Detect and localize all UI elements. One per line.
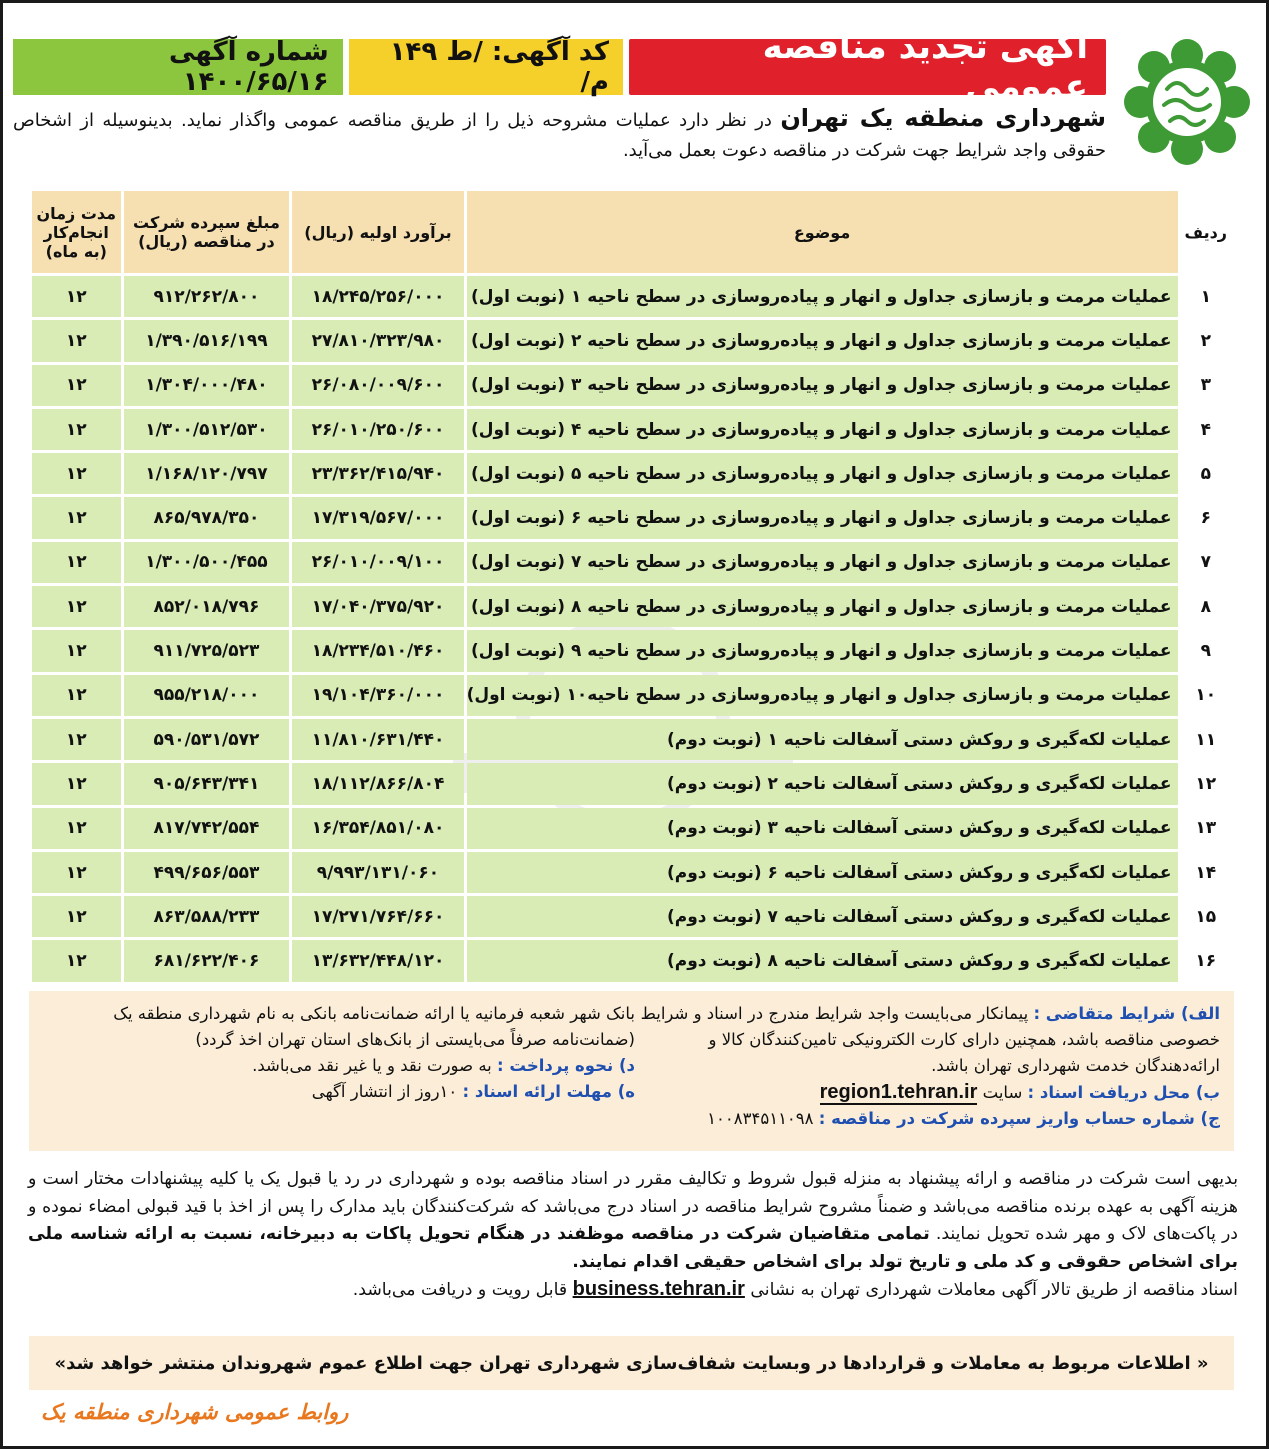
- body-paragraph: [28, 1166, 1238, 1305]
- row-subject: عملیات مرمت و بازسازی جداول و انهار و پیاده‌روسازی در سطح ناحیه ۹ (نوبت اول): [467, 630, 1178, 671]
- row-subject: عملیات لکه‌گیری و روکش دستی آسفالت ناحیه ۳ (نوبت دوم): [467, 808, 1178, 849]
- row-duration: ۱۲: [32, 719, 121, 760]
- row-subject: عملیات لکه‌گیری و روکش دستی آسفالت ناحیه ۱ (نوبت دوم): [467, 719, 1178, 760]
- table-row: [32, 896, 1231, 937]
- row-index: ۳: [1200, 375, 1211, 396]
- conditions-right: [640, 1001, 1220, 1132]
- signature: روابط عمومی شهرداری منطقه یک: [41, 1400, 349, 1424]
- row-deposit: ۸۵۲/۰۱۸/۷۹۶: [124, 586, 290, 627]
- transparency-notice: « اطلاعات مربوط به معاملات و قراردادها در وبسایت شفاف‌سازی شهرداری تهران جهت اطلاع عموم شهروندان منتشر خواهد شد»: [29, 1336, 1234, 1390]
- row-duration: ۱۲: [32, 320, 121, 361]
- body-documents-text: اسناد مناقصه از طریق تالار آگهی معاملات شهرداری تهران به نشانی: [750, 1280, 1238, 1300]
- row-duration: ۱۲: [32, 453, 121, 494]
- row-index: ۲: [1200, 330, 1211, 351]
- row-deposit: ۹۱۱/۷۲۵/۵۲۳: [124, 630, 290, 671]
- row-deposit: ۹۱۲/۲۶۲/۸۰۰: [124, 276, 290, 317]
- row-deposit: ۵۹۰/۵۳۱/۵۷۲: [124, 719, 290, 760]
- condition-c-label: ج) شماره حساب واریز سپرده شرکت در مناقصه :: [818, 1109, 1220, 1128]
- ad-title: آگهی تجدید مناقصه عمومی: [629, 39, 1106, 95]
- condition-d-label: د) نحوه پرداخت :: [497, 1056, 635, 1075]
- row-duration: ۱۲: [32, 542, 121, 583]
- row-subject: عملیات مرمت و بازسازی جداول و انهار و پیاده‌روسازی در سطح ناحیه ۷ (نوبت اول): [467, 542, 1178, 583]
- row-index: ۹: [1200, 641, 1211, 662]
- body-documents-tail: قابل رویت و دریافت می‌باشد.: [352, 1280, 568, 1300]
- row-estimate: ۱۷/۰۴۰/۳۷۵/۹۲۰: [292, 586, 463, 627]
- row-subject: عملیات مرمت و بازسازی جداول و انهار و پیاده‌روسازی در سطح ناحیه ۱ (نوبت اول): [467, 276, 1178, 317]
- tender-table: [29, 188, 1234, 985]
- table-row: [32, 365, 1231, 406]
- ad-number: شماره آگهی ۱۴۰۰/۶۵/۱۶: [13, 39, 343, 95]
- row-estimate: ۲۳/۳۶۲/۴۱۵/۹۴۰: [292, 453, 463, 494]
- body-bold-text: تمامی متقاضیان شرکت در مناقصه موظفند در هنگام تحویل پاکات به دبیرخانه، نسبت به ارائه شناسه ملی برای اشخاص حقوقی و کد ملی و تاریخ تولد برای اشخاص حقیقی اقدام نمایند.: [28, 1224, 1238, 1272]
- table-row: [32, 763, 1231, 804]
- table-row: [32, 630, 1231, 671]
- condition-a-label: الف) شرایط متقاضی :: [1033, 1004, 1220, 1023]
- col-deposit: مبلغ سپرده شرکت در مناقصه (ریال): [124, 191, 290, 273]
- org-name: شهرداری منطقه یک تهران: [780, 104, 1106, 132]
- row-deposit: ۸۱۷/۷۴۲/۵۵۴: [124, 808, 290, 849]
- table-row: [32, 852, 1231, 893]
- condition-d: [45, 1053, 635, 1079]
- row-estimate: ۱۱/۸۱۰/۶۳۱/۴۴۰: [292, 719, 463, 760]
- row-subject: عملیات مرمت و بازسازی جداول و انهار و پیاده‌روسازی در سطح ناحیه ۶ (نوبت اول): [467, 497, 1178, 538]
- row-deposit: ۱/۳۰۴/۰۰۰/۴۸۰: [124, 365, 290, 406]
- business-site-link[interactable]: business.tehran.ir: [572, 1278, 745, 1300]
- condition-b-label: ب) محل دریافت اسناد :: [1027, 1083, 1220, 1102]
- row-duration: ۱۲: [32, 630, 121, 671]
- table-row: [32, 497, 1231, 538]
- title-banner: [13, 27, 1106, 107]
- tehran-municipality-logo-icon: [1122, 37, 1252, 167]
- row-deposit: ۸۶۵/۹۷۸/۳۵۰: [124, 497, 290, 538]
- row-estimate: ۱۹/۱۰۴/۳۶۰/۰۰۰: [292, 675, 463, 716]
- table-row: [32, 409, 1231, 450]
- row-subject: عملیات لکه‌گیری و روکش دستی آسفالت ناحیه ۷ (نوبت دوم): [467, 896, 1178, 937]
- condition-a-text: پیمانکار می‌بایست واجد شرایط مندرج در اسناد و شرایط خصوصی مناقصه باشد، همچنین دارای کارت الکترونیکی تامین‌کنندگان کالا و ارائه‌دهندگان خدمت شهرداری تهران باشد.: [640, 1004, 1220, 1075]
- conditions-left: [45, 1001, 635, 1105]
- row-subject: عملیات مرمت و بازسازی جداول و انهار و پیاده‌روسازی در سطح ناحیه ۳ (نوبت اول): [467, 365, 1178, 406]
- row-duration: ۱۲: [32, 675, 121, 716]
- body-text: بدیهی است شرکت در مناقصه و ارائه پیشنهاد به منزله قبول شروط و تکالیف مقرر در اسناد مناقصه بوده و شهرداری در رد یا قبول یک یا کلیه پیشنهادات مختار است و هزینه آگهی به عهده برنده مناقصه می‌باشد و ضمناً مشروح شرایط مناقصه در اسناد درج می‌باشد که شرکت‌کنندگان باید مدارک را پس از اخذ با قید قبولی امضاء نموده و در پاکت‌های لاک و مهر شده تحویل نمایند.: [28, 1169, 1238, 1244]
- conditions-block: [29, 991, 1234, 1151]
- row-duration: ۱۲: [32, 763, 121, 804]
- row-index: ۱۳: [1195, 818, 1217, 839]
- row-subject: عملیات مرمت و بازسازی جداول و انهار و پیاده‌روسازی در سطح ناحیه ۵ (نوبت اول): [467, 453, 1178, 494]
- condition-b: [640, 1079, 1220, 1106]
- row-estimate: ۱۶/۳۵۴/۸۵۱/۰۸۰: [292, 808, 463, 849]
- row-duration: ۱۲: [32, 276, 121, 317]
- table-header-row: [32, 191, 1231, 273]
- ad-code: کد آگهی: /ط ۱۴۹ م/: [349, 39, 623, 95]
- row-index: ۱۱: [1195, 729, 1217, 750]
- row-duration: ۱۲: [32, 497, 121, 538]
- table-row: [32, 675, 1231, 716]
- table-row: [32, 808, 1231, 849]
- row-duration: ۱۲: [32, 409, 121, 450]
- row-index: ۱۰: [1195, 685, 1217, 706]
- row-subject: عملیات مرمت و بازسازی جداول و انهار و پیاده‌روسازی در سطح ناحیه ۴ (نوبت اول): [467, 409, 1178, 450]
- table-row: [32, 719, 1231, 760]
- documents-site-link[interactable]: region1.tehran.ir: [819, 1081, 978, 1103]
- row-deposit: ۴۹۹/۶۵۶/۵۵۳: [124, 852, 290, 893]
- col-subject: موضوع: [467, 191, 1178, 273]
- intro-text: در نظر دارد عملیات مشروحه ذیل را از طریق مناقصه عمومی واگذار نماید. بدینوسیله از اشخاص حقوقی واجد شرایط جهت شرکت در مناقصه دعوت بعمل می‌آید.: [13, 110, 1106, 161]
- condition-a: [640, 1001, 1220, 1079]
- col-row: ردیف: [1184, 222, 1227, 242]
- row-index: ۱۲: [1195, 773, 1217, 794]
- row-index: ۶: [1200, 508, 1211, 529]
- row-estimate: ۱۸/۱۱۲/۸۶۶/۸۰۴: [292, 763, 463, 804]
- condition-e-text: ۱۰روز از انتشار آگهی: [311, 1082, 458, 1101]
- row-index: ۸: [1200, 596, 1211, 617]
- row-estimate: ۹/۹۹۳/۱۳۱/۰۶۰: [292, 852, 463, 893]
- row-duration: ۱۲: [32, 896, 121, 937]
- row-index: ۷: [1200, 552, 1211, 573]
- table-row: [32, 586, 1231, 627]
- table-row: [32, 276, 1231, 317]
- bank-text: بانک شهر شعبه فرمانیه یا ارائه ضمانت‌نامه بانکی به نام شهرداری منطقه یک (ضمانت‌نامه صرفاً می‌بایستی از بانک‌های استان تهران اخذ گردد): [113, 1004, 635, 1049]
- condition-e: [45, 1079, 635, 1105]
- row-duration: ۱۲: [32, 365, 121, 406]
- col-estimate: برآورد اولیه (ریال): [292, 191, 463, 273]
- col-duration: مدت زمان انجام‌کار (به ماه): [32, 191, 121, 273]
- row-duration: ۱۲: [32, 852, 121, 893]
- row-deposit: ۹۰۵/۶۴۳/۳۴۱: [124, 763, 290, 804]
- row-subject: عملیات لکه‌گیری و روکش دستی آسفالت ناحیه ۸ (نوبت دوم): [467, 940, 1178, 981]
- row-duration: ۱۲: [32, 940, 121, 981]
- row-subject: عملیات لکه‌گیری و روکش دستی آسفالت ناحیه ۶ (نوبت دوم): [467, 852, 1178, 893]
- row-estimate: ۲۶/۰۸۰/۰۰۹/۶۰۰: [292, 365, 463, 406]
- intro-paragraph: [13, 103, 1106, 166]
- row-estimate: ۱۷/۳۱۹/۵۶۷/۰۰۰: [292, 497, 463, 538]
- row-estimate: ۱۸/۲۳۴/۵۱۰/۴۶۰: [292, 630, 463, 671]
- table-body: [32, 276, 1231, 982]
- table-row: [32, 940, 1231, 981]
- row-index: ۱: [1200, 286, 1211, 307]
- row-index: ۱۶: [1195, 951, 1217, 972]
- condition-b-text: سایت: [982, 1083, 1023, 1102]
- row-deposit: ۹۵۵/۲۱۸/۰۰۰: [124, 675, 290, 716]
- condition-c: [640, 1106, 1220, 1132]
- row-index: ۴: [1200, 419, 1211, 440]
- row-subject: عملیات مرمت و بازسازی جداول و انهار و پیاده‌روسازی در سطح ناحیه ۲ (نوبت اول): [467, 320, 1178, 361]
- row-deposit: ۱/۳۰۰/۵۰۰/۴۵۵: [124, 542, 290, 583]
- table-row: [32, 320, 1231, 361]
- row-estimate: ۱۳/۶۳۲/۴۴۸/۱۲۰: [292, 940, 463, 981]
- row-index: ۵: [1200, 463, 1211, 484]
- row-subject: عملیات لکه‌گیری و روکش دستی آسفالت ناحیه ۲ (نوبت دوم): [467, 763, 1178, 804]
- row-subject: عملیات مرمت و بازسازی جداول و انهار و پیاده‌روسازی در سطح ناحیه ۸ (نوبت اول): [467, 586, 1178, 627]
- row-deposit: ۱/۳۹۰/۵۱۶/۱۹۹: [124, 320, 290, 361]
- row-duration: ۱۲: [32, 808, 121, 849]
- condition-e-label: ه) مهلت ارائه اسناد :: [462, 1082, 635, 1101]
- row-deposit: ۶۸۱/۶۲۲/۴۰۶: [124, 940, 290, 981]
- row-estimate: ۱۸/۲۴۵/۲۵۶/۰۰۰: [292, 276, 463, 317]
- row-estimate: ۲۶/۰۱۰/۲۵۰/۶۰۰: [292, 409, 463, 450]
- table-row: [32, 542, 1231, 583]
- row-estimate: ۲۶/۰۱۰/۰۰۹/۱۰۰: [292, 542, 463, 583]
- row-deposit: ۱/۱۶۸/۱۲۰/۷۹۷: [124, 453, 290, 494]
- header: [13, 27, 1256, 181]
- account-number: ۱۰۰۸۳۴۵۱۱۰۹۸: [707, 1109, 814, 1128]
- row-estimate: ۱۷/۲۷۱/۷۶۴/۶۶۰: [292, 896, 463, 937]
- row-index: ۱۴: [1195, 862, 1217, 883]
- row-subject: عملیات مرمت و بازسازی جداول و انهار و پیاده‌روسازی در سطح ناحیه۱۰ (نوبت اول): [467, 675, 1178, 716]
- table-row: [32, 453, 1231, 494]
- row-deposit: ۸۶۳/۵۸۸/۲۳۳: [124, 896, 290, 937]
- row-deposit: ۱/۳۰۰/۵۱۲/۵۳۰: [124, 409, 290, 450]
- condition-d-text: به صورت نقد و یا غیر نقد می‌باشد.: [252, 1056, 492, 1075]
- row-duration: ۱۲: [32, 586, 121, 627]
- row-estimate: ۲۷/۸۱۰/۳۲۳/۹۸۰: [292, 320, 463, 361]
- row-index: ۱۵: [1195, 906, 1217, 927]
